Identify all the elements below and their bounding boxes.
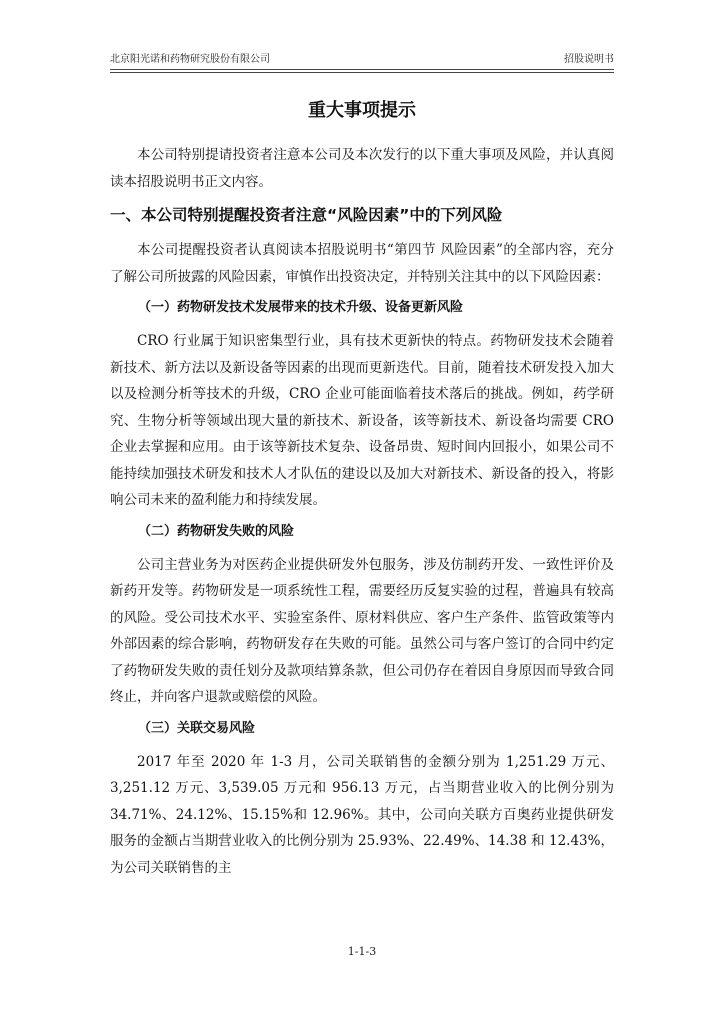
subsection-body-1: CRO 行业属于知识密集型行业，具有技术更新快的特点。药物研发技术会随着新技术、新方法以及新设备等因素的出现而更新迭代。目前，随着技术研发投入加大以及检测分析等技术的升级，CRO 企业可能面临着技术落后的挑战。例如，药学研究、生物分析等领域出现大量的新技术、新设备，该等新技术、新设备均需要 CRO 企业去掌握和应用。由于该等新技术复杂、设备昂贵、短时间内回报小，如果公司不能持续加强技术研发和技术人才队伍的建设以及加大对新技术、新设备的投入，将影响公司未来的盈利能力和持续发展。 [110, 333, 614, 508]
subsection-heading-2: （二）药物研发失败的风险 [138, 523, 295, 539]
page-number: 1-1-3 [347, 945, 377, 958]
subsection-heading-1: （一）药物研发技术发展带来的技术升级、设备更新风险 [138, 300, 464, 315]
page-title: 重大事项提示 [308, 100, 416, 121]
section-heading: 一、本公司特别提醒投资者注意“风险因素”中的下列风险 [110, 206, 503, 224]
header-company: 北京阳光诺和药物研究股份有限公司 [110, 54, 270, 65]
page-content [110, 96, 614, 881]
subsection-body-2: 公司主营业务为对医药企业提供研发外包服务，涉及仿制药开发、一致性评价及新药开发等。药物研发是一项系统性工程，需要经历反复实验的过程，普遍具有较高的风险。受公司技术水平、实验室条件、原材料供应、客户生产条件、监管政策等内外部因素的综合影响，药物研发存在失败的可能。虽然公司与客户签订的合同中约定了药物研发失败的责任划分及款项结算条款，但公司仍存在着因自身原因而导致合同终止，并向客户退款或赔偿的风险。 [110, 556, 614, 705]
section-intro-paragraph: 本公司提醒投资者认真阅读本招股说明书“第四节 风险因素”的全部内容，充分了解公司所披露的风险因素，审慎作出投资决定，并特别关注其中的以下风险因素： [110, 242, 614, 285]
subsection-heading-3: （三）关联交易风险 [138, 720, 256, 736]
subsection-body-3: 2017 年至 2020 年 1-3 月，公司关联销售的金额分别为 1,251.29 万元、3,251.12 万元、3,539.05 万元和 956.13 万元，占当期营业收入的比例分别为 34.71%、24.12%、15.15%和 12.96%。其中，公司向关联方百奥药业提供研发服务的金额占当期营业收入的比例分别为 25.93%、22.49%、14.38 和 12.43%，为公司关联销售的主 [110, 753, 614, 876]
header-doc-type: 招股说明书 [564, 54, 614, 65]
page-header [110, 50, 614, 70]
intro-paragraph: 本公司特别提请投资者注意本公司及本次发行的以下重大事项及风险，并认真阅读本招股说明书正文内容。 [110, 147, 614, 190]
